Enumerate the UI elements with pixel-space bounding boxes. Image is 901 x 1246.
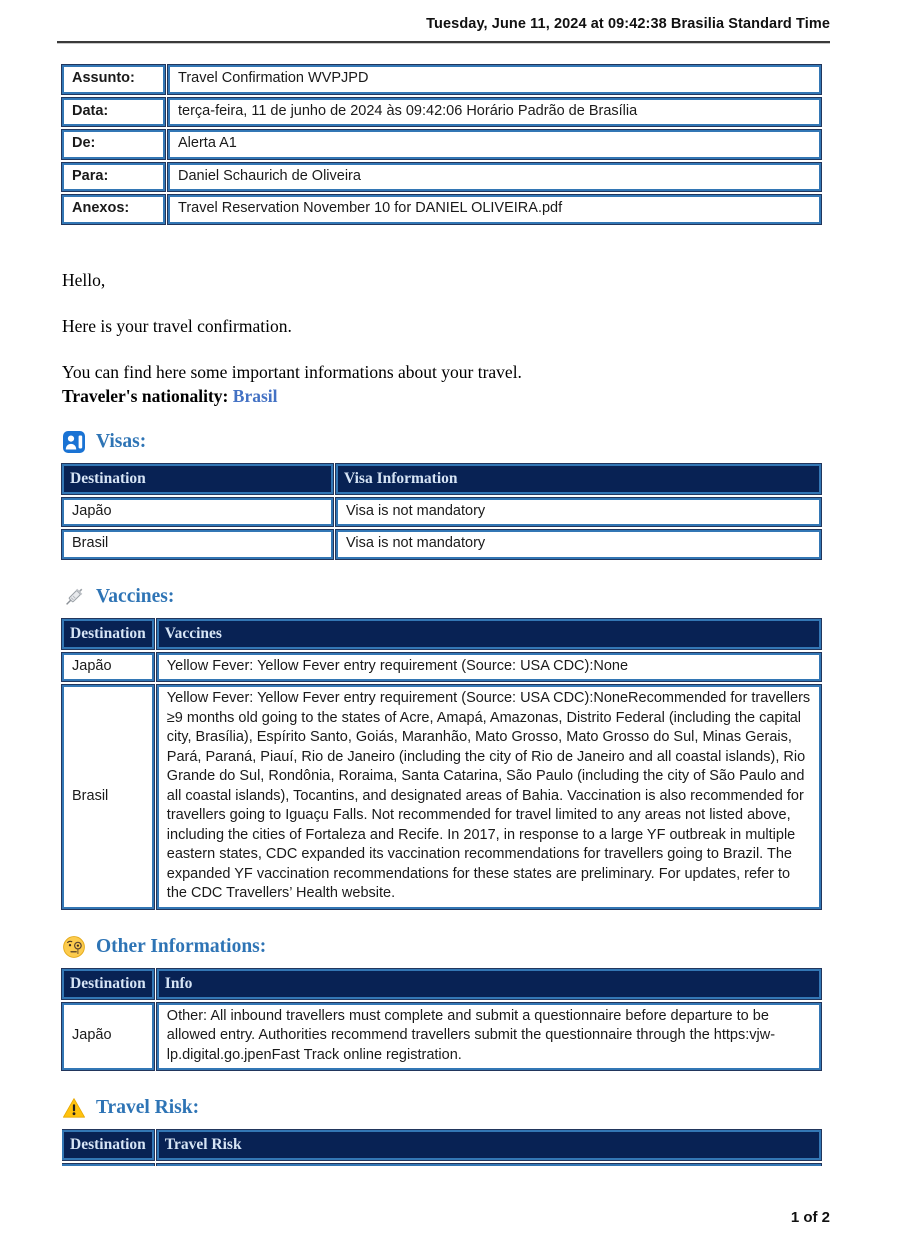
section-title: Visas:	[96, 430, 147, 452]
travel-risk-section-heading	[62, 1096, 827, 1120]
field-label: Data:	[62, 98, 165, 127]
other-info-table	[59, 965, 824, 1075]
email-body	[62, 268, 827, 408]
greeting-text: Hello,	[62, 269, 106, 290]
cell-travel-risk	[157, 1164, 821, 1166]
header-row-to	[62, 163, 821, 192]
column-header-visa-information: Visa Information	[336, 464, 821, 494]
cell-other-info: Other: All inbound travellers must complete and submit a questionnaire before departure to be allowed entry. Authorities recommend travellers submit the questionnaire through the https:vjw-lp.digital.go.jpenFast Track online registration.	[157, 1003, 821, 1071]
header-divider	[57, 41, 830, 44]
field-value: terça-feira, 11 de junho de 2024 às 09:42:06 Horário Padrão de Brasília	[168, 98, 821, 127]
column-header-vaccines: Vaccines	[157, 619, 821, 649]
visas-table	[59, 460, 824, 563]
column-header-info: Info	[157, 969, 821, 999]
header-row-attachments	[62, 195, 821, 224]
attachment-name: Travel Reservation November 10 for DANIEL OLIVEIRA.pdf	[168, 195, 821, 224]
cell-destination: Japão	[62, 1003, 154, 1071]
nationality-label: Traveler's nationality:	[62, 385, 229, 406]
passport-control-icon	[62, 430, 86, 454]
cell-visa-info: Visa is not mandatory	[336, 530, 821, 559]
print-timestamp: Tuesday, June 11, 2024 at 09:42:38 Brasilia Standard Time	[426, 16, 830, 32]
table-header-row	[62, 969, 821, 999]
cell-destination: Brasil	[62, 530, 333, 559]
table-row-partial	[62, 1164, 821, 1166]
header-row-date	[62, 98, 821, 127]
field-label: Assunto:	[62, 65, 165, 94]
section-title: Other Informations:	[96, 935, 267, 957]
info-line: You can find here some important informations about your travel.	[62, 361, 522, 382]
monocle-face-icon	[62, 935, 86, 959]
header-row-subject	[62, 65, 821, 94]
field-value: Daniel Schaurich de Oliveira	[168, 163, 821, 192]
section-title: Vaccines:	[96, 585, 175, 607]
visas-section-heading	[62, 430, 827, 454]
vaccines-section-heading	[62, 585, 827, 609]
travel-risk-table	[62, 1126, 824, 1166]
table-row	[62, 653, 821, 682]
column-header-destination: Destination	[62, 969, 154, 999]
info-paragraph	[62, 360, 827, 408]
column-header-destination: Destination	[62, 1130, 154, 1160]
field-label: De:	[62, 130, 165, 159]
vaccines-table	[59, 615, 824, 913]
warning-icon	[62, 1096, 86, 1120]
table-header-row	[62, 619, 821, 649]
cell-destination	[62, 1164, 154, 1166]
cell-destination: Japão	[62, 653, 154, 682]
other-info-section-heading	[62, 935, 827, 959]
header-row-from	[62, 130, 821, 159]
cell-vaccine-info: Yellow Fever: Yellow Fever entry requirement (Source: USA CDC):NoneRecommended for travellers ≥9 months old going to the states of Acre, Amapá, Amazonas, Distrito Federal (including the capital city, Brasília), Espírito Santo, Goiás, Maranhão, Mato Grosso, Mato Grosso do Sul, Minas Gerais, Pará, Paraná, Piauí, Rio de Janeiro (including the city of Rio de Janeiro and all coastal islands), Rio Grande do Sul, Rondônia, Roraima, Santa Catarina, São Paulo (including the city of São Paulo and all coastal islands), Tocantins, and designated areas of Bahia. Vaccination is also recommended for travellers going to Iguaçu Falls. Not recommended for travel limited to any areas not listed above, including the cities of Fortaleza and Recife. In 2017, in response to a large YF outbreak in multiple eastern states, CDC expanded its vaccination recommendations for travellers going to Brazil. The expanded YF vaccination recommendations for these states are preliminary. For updates, refer to the CDC Travellers’ Health website.	[157, 685, 821, 909]
field-value: Alerta A1	[168, 130, 821, 159]
email-header-table	[59, 61, 824, 228]
field-value: Travel Confirmation WVPJPD	[168, 65, 821, 94]
syringe-icon	[62, 585, 86, 609]
table-row	[62, 685, 821, 909]
field-label: Para:	[62, 163, 165, 192]
column-header-destination: Destination	[62, 464, 333, 494]
cell-vaccine-info: Yellow Fever: Yellow Fever entry requirement (Source: USA CDC):None	[157, 653, 821, 682]
cell-destination: Japão	[62, 498, 333, 527]
field-label: Anexos:	[62, 195, 165, 224]
intro-text: Here is your travel confirmation.	[62, 315, 292, 336]
table-header-row	[62, 464, 821, 494]
table-row	[62, 498, 821, 527]
nationality-link[interactable]: Brasil	[232, 385, 278, 406]
column-header-travel-risk: Travel Risk	[157, 1130, 821, 1160]
table-row	[62, 1003, 821, 1071]
travel-risk-table-clipped	[62, 1126, 827, 1166]
cell-visa-info: Visa is not mandatory	[336, 498, 821, 527]
section-title: Travel Risk:	[96, 1097, 200, 1118]
table-row	[62, 530, 821, 559]
table-header-row	[62, 1130, 821, 1160]
column-header-destination: Destination	[62, 619, 154, 649]
cell-destination: Brasil	[62, 685, 154, 909]
page-number: 1 of 2	[790, 1209, 830, 1226]
